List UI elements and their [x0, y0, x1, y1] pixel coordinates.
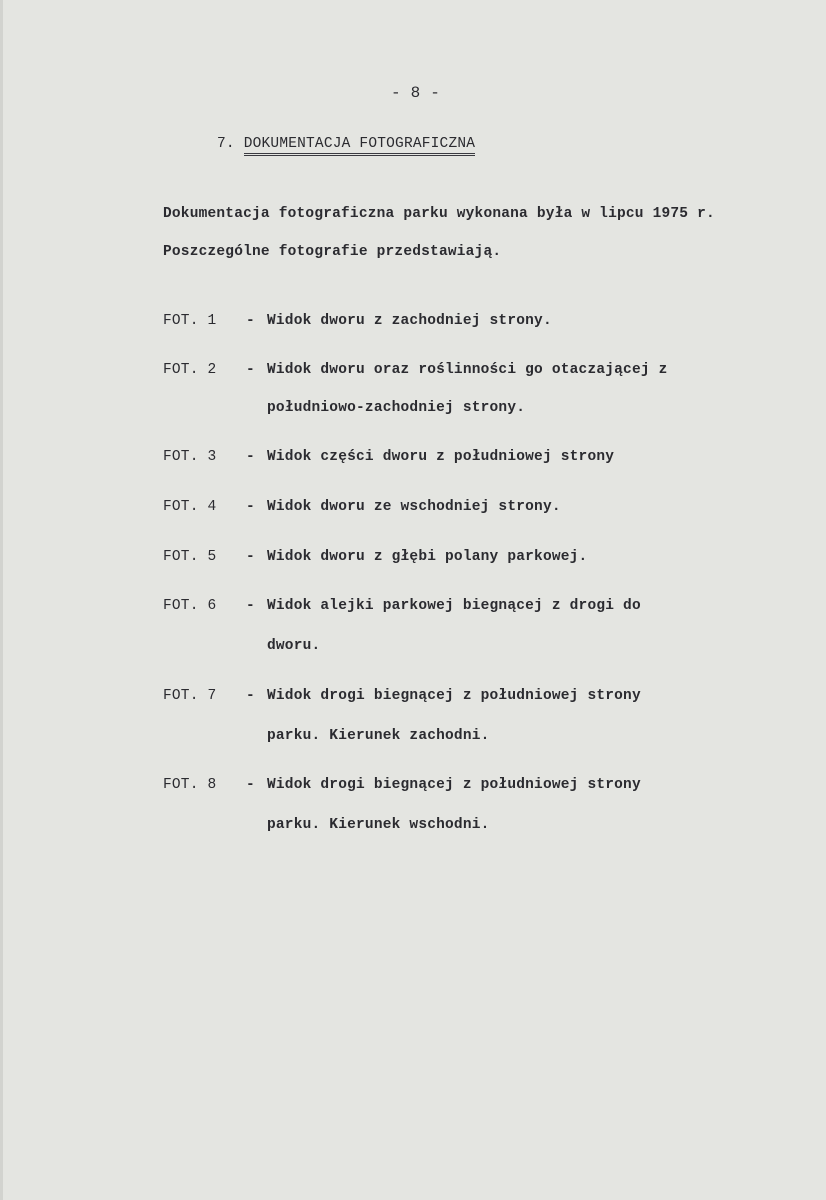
- photo-description: Widok drogi biegnącej z południowej strony: [267, 688, 641, 704]
- photo-label: FOT. 6: [163, 598, 217, 614]
- section-title: DOKUMENTACJA FOTOGRAFICZNA: [244, 136, 475, 156]
- photo-description: Widok drogi biegnącej z południowej strony: [267, 777, 641, 793]
- photo-label: FOT. 3: [163, 449, 217, 465]
- photo-description: Widok dworu z zachodniej strony.: [267, 313, 552, 329]
- photo-dash: -: [246, 688, 255, 704]
- photo-label: FOT. 7: [163, 688, 217, 704]
- photo-dash: -: [246, 449, 255, 465]
- photo-description: Widok dworu oraz roślinności go otaczającej z: [267, 362, 668, 378]
- page-number: - 8 -: [391, 84, 441, 102]
- photo-dash: -: [246, 549, 255, 565]
- photo-label: FOT. 2: [163, 362, 217, 378]
- photo-description: Widok alejki parkowej biegnącej z drogi do: [267, 598, 641, 614]
- photo-description: dworu.: [267, 638, 321, 654]
- photo-description: parku. Kierunek zachodni.: [267, 728, 490, 744]
- intro-line: Poszczególne fotografie przedstawiają.: [163, 244, 502, 260]
- photo-dash: -: [246, 362, 255, 378]
- section-number: 7.: [217, 136, 235, 152]
- photo-label: FOT. 1: [163, 313, 217, 329]
- photo-dash: -: [246, 777, 255, 793]
- photo-dash: -: [246, 313, 255, 329]
- photo-description: parku. Kierunek wschodni.: [267, 817, 490, 833]
- photo-label: FOT. 4: [163, 499, 217, 515]
- photo-dash: -: [246, 598, 255, 614]
- photo-description: Widok części dworu z południowej strony: [267, 449, 615, 465]
- intro-line: Dokumentacja fotograficzna parku wykonana była w lipcu 1975 r.: [163, 206, 715, 222]
- photo-description: Widok dworu z głębi polany parkowej.: [267, 549, 588, 565]
- photo-label: FOT. 5: [163, 549, 217, 565]
- photo-description: Widok dworu ze wschodniej strony.: [267, 499, 561, 515]
- photo-label: FOT. 8: [163, 777, 217, 793]
- photo-description: południowo-zachodniej strony.: [267, 400, 526, 416]
- section-heading: [217, 136, 475, 152]
- photo-dash: -: [246, 499, 255, 515]
